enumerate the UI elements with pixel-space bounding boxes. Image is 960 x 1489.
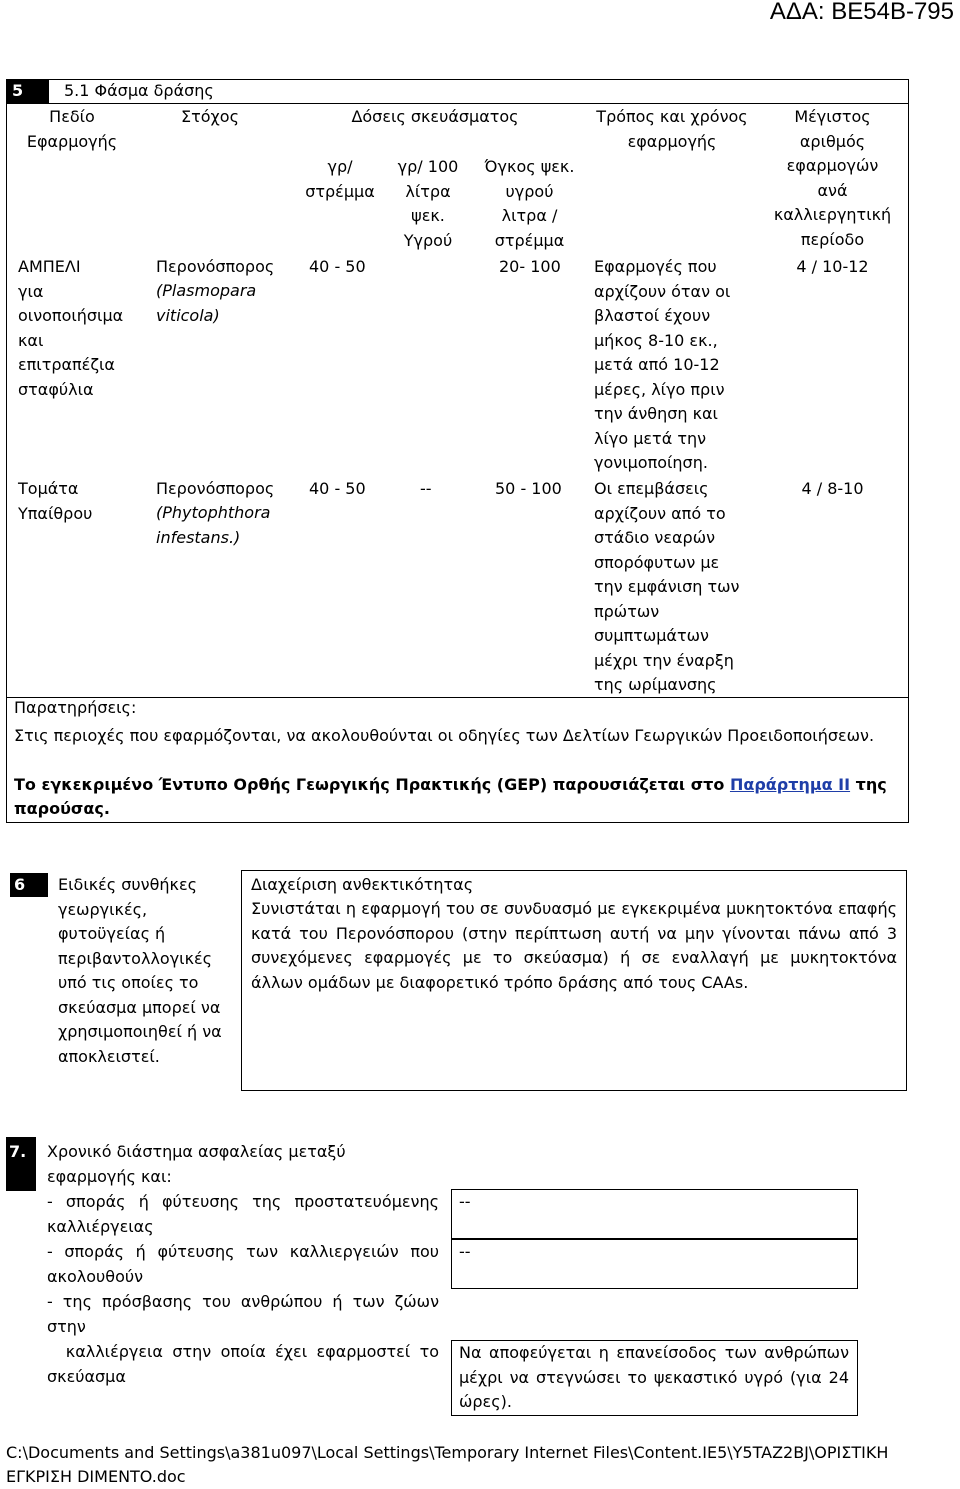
col-header-doseis: Δόσεις σκευάσματος: [351, 107, 519, 126]
col-header-gr-100: γρ/ 100 λίτρα ψεκ. Υγρού: [397, 157, 459, 250]
gep-paragraph: [14, 773, 904, 798]
col-header-stoxos: Στόχος: [181, 107, 239, 126]
footer-path-line2: ΕΓΚΡΙΣΗ DIMENTO.doc: [6, 1467, 186, 1486]
row2-gr-100: --: [420, 479, 432, 498]
row1-tropos: Εφαρμογές που αρχίζουν όταν οι βλαστοί έχουν μήκος 8-10 εκ., μετά από 10-12 μέρες, λίγο πριν την άνθηση και λίγο μετά την γονιμοποίηση.: [594, 257, 731, 472]
section6-number: 6: [14, 875, 26, 894]
col-header-gr-stremma: γρ/ στρέμμα: [305, 157, 375, 201]
row2-gr-stremma: 40 - 50: [309, 479, 366, 498]
col-header-pedio: Πεδίο Εφαρμογής: [26, 107, 118, 151]
row2-tropos: Οι επεμβάσεις αρχίζουν από το στάδιο νεαρών σπορόφυτων με την εμφάνιση των πρώτων συμπτωμάτων μέχρι την έναρξη της ωρίμανσης: [594, 479, 740, 694]
section7-title: Χρονικό διάστημα ασφαλείας μεταξύ εφαρμογής και:: [47, 1142, 346, 1186]
section6-text: Συνιστάται η εφαρμογή του σε συνδυασμό με εγκεκριμένα μυκητοκτόνα επαφής κατά του Περονόσπορου (στην περίπτωση αυτή να μην γίνονται πάνω από 3 συνεχόμενες εφαρμογές με το σκεύασμα) ή σε εναλλαγή με μυκητοκτόνα άλλων ομάδων με διαφορετικό τρόπο δράσης από τους CAAs.: [251, 899, 897, 992]
row1-pedio: ΑΜΠΕΛΙ για οινοποιήσιμα και επιτραπέζια σταφύλια: [18, 257, 124, 399]
gep-text-line2: παρούσας.: [14, 799, 110, 818]
row2-ogkos: 50 - 100: [495, 479, 562, 498]
section7-item-3-label: - της πρόσβασης του ανθρώπου ή των ζώων στην: [47, 1292, 439, 1336]
ada-code: ΑΔΑ: ΒΕ54Β-795: [769, 0, 954, 25]
row1-megistos: 4 / 10-12: [796, 257, 869, 276]
section7-item-1-value: --: [459, 1192, 471, 1211]
row2-stoxos-name: Περονόσπορος: [156, 479, 275, 498]
observations-label: Παρατηρήσεις:: [14, 698, 137, 717]
section7-item-4-value: Να αποφεύγεται η επανείσοδος των ανθρώπων μέχρι να στεγνώσει το ψεκαστικό υγρό (για 24 ώρες).: [459, 1343, 849, 1411]
row1-ogkos: 20- 100: [499, 257, 561, 276]
row2-pedio: Τομάτα Υπαίθρου: [18, 479, 93, 523]
row1-stoxos-latin: (Plasmopara viticola): [156, 281, 257, 325]
gep-text-after: της: [850, 775, 887, 794]
section7-item-4-label: καλλιέργεια στην οποία έχει εφαρμοστεί το σκεύασμα: [47, 1342, 445, 1386]
section6-heading: Διαχείριση ανθεκτικότητας: [251, 875, 474, 894]
row1-stoxos-name: Περονόσπορος: [156, 257, 275, 276]
section6-label: Ειδικές συνθήκες γεωργικές, φυτοϋγείας ή περιβαντολλογικές υπό τις οποίες το σκεύασμα μπορεί να χρησιμοποιηθεί ή να αποκλειστεί.: [58, 875, 222, 1066]
annex-ii-link[interactable]: Παράρτημα ΙΙ: [729, 775, 851, 794]
col-header-ogkos: Όγκος ψεκ. υγρού λιτρα / στρέμμα: [484, 157, 575, 250]
section5-number: 5: [12, 81, 24, 100]
section5-title: 5.1 Φάσμα δράσης: [64, 81, 214, 100]
section7-number: 7.: [9, 1142, 27, 1161]
gep-text: Το εγκεκριμένο Έντυπο Ορθής Γεωργικής Πρακτικής (GEP) παρουσιάζεται στο: [14, 775, 730, 794]
section7-item-2-value: --: [459, 1242, 471, 1261]
section7-item-2-label: - σποράς ή φύτευσης των καλλιεργειών που ακολουθούν: [47, 1242, 439, 1286]
footer-path: C:\Documents and Settings\a381u097\Local Settings\Temporary Internet Files\Content.IE5\Y5TAZ2BJ\ΟΡΙΣΤΙΚΗ: [6, 1443, 889, 1462]
col-header-tropos: Τρόπος και χρόνος εφαρμογής: [596, 107, 748, 151]
row1-gr-stremma: 40 - 50: [309, 257, 366, 276]
observations-text: Στις περιοχές που εφαρμόζονται, να ακολουθούνται οι οδηγίες των Δελτίων Γεωργικών Προειδοποιήσεων.: [14, 726, 875, 745]
row2-megistos: 4 / 8-10: [801, 479, 864, 498]
section7-value-box-1: [451, 1189, 858, 1239]
col-header-megistos: Μέγιστος αριθμός εφαρμογών ανά καλλιεργητική περίοδο: [773, 107, 892, 249]
section7-item-1-label: - σποράς ή φύτευσης της προστατευόμενης καλλιέργειας: [47, 1192, 439, 1236]
row2-stoxos-latin: (Phytophthora infestans.): [156, 503, 271, 547]
section7-value-box-2: [451, 1239, 858, 1289]
